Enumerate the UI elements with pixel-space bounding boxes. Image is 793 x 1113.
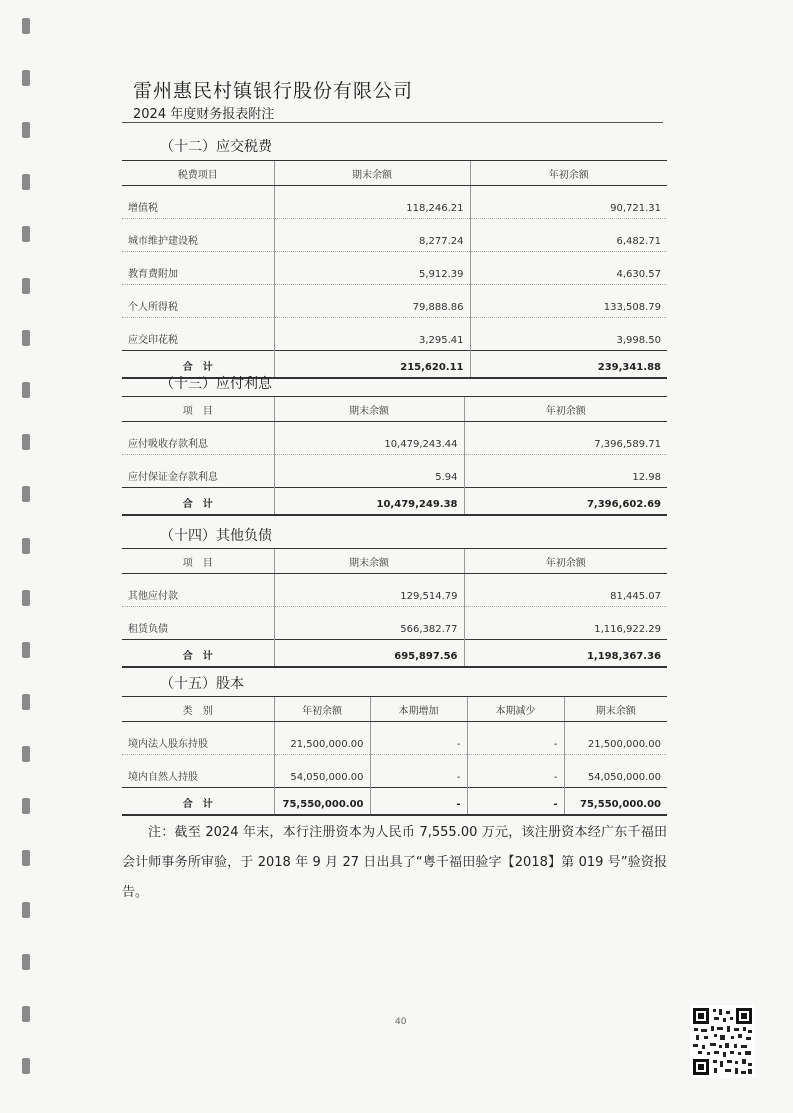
begin-balance: 7,396,589.71 xyxy=(464,422,667,455)
binding-mark xyxy=(22,434,30,450)
total-label: 合 计 xyxy=(122,351,274,379)
interest-payable-table xyxy=(122,396,667,516)
begin-balance: 12.98 xyxy=(464,455,667,488)
column-header: 期末余额 xyxy=(564,697,667,722)
binding-mark xyxy=(22,486,30,502)
column-header: 项 目 xyxy=(122,397,274,422)
total-row xyxy=(122,488,667,516)
header-rule xyxy=(122,122,663,123)
binding-mark xyxy=(22,798,30,814)
binding-mark xyxy=(22,1058,30,1074)
table-header-row xyxy=(122,161,667,186)
column-header: 年初余额 xyxy=(274,697,370,722)
total-begin-balance: 7,396,602.69 xyxy=(464,488,667,516)
binding-mark xyxy=(22,226,30,242)
table-row xyxy=(122,285,667,318)
column-header: 期末余额 xyxy=(274,161,470,186)
total-label: 合 计 xyxy=(122,640,274,668)
page-number: 40 xyxy=(395,1017,407,1027)
binding-mark xyxy=(22,746,30,762)
column-header: 年初余额 xyxy=(470,161,667,186)
begin-balance: 1,116,922.29 xyxy=(464,607,667,640)
section-title-other-liabilities: （十四）其他负债 xyxy=(160,528,272,544)
total-end-balance: 695,897.56 xyxy=(274,640,464,668)
binding-mark xyxy=(22,850,30,866)
begin-balance: 90,721.31 xyxy=(470,186,667,219)
row-label: 境内自然人持股 xyxy=(122,755,274,788)
row-label: 增值税 xyxy=(122,186,274,219)
table-row xyxy=(122,455,667,488)
total-label: 合 计 xyxy=(122,488,274,516)
binding-mark xyxy=(22,278,30,294)
table-row xyxy=(122,186,667,219)
column-header: 年初余额 xyxy=(464,549,667,574)
begin-balance: 81,445.07 xyxy=(464,574,667,607)
period-increase: - xyxy=(370,755,467,788)
end-balance: 54,050,000.00 xyxy=(564,755,667,788)
begin-balance: 54,050,000.00 xyxy=(274,755,370,788)
end-balance: 10,479,243.44 xyxy=(274,422,464,455)
period-decrease: - xyxy=(467,755,564,788)
table-row xyxy=(122,318,667,351)
period-increase: - xyxy=(370,722,467,755)
end-balance: 566,382.77 xyxy=(274,607,464,640)
binding-mark xyxy=(22,694,30,710)
end-balance: 3,295.41 xyxy=(274,318,470,351)
binding-mark xyxy=(22,174,30,190)
row-label: 其他应付款 xyxy=(122,574,274,607)
period-decrease: - xyxy=(467,722,564,755)
binding-mark xyxy=(22,70,30,86)
org-name: 雷州惠民村镇银行股份有限公司 xyxy=(133,80,414,102)
end-balance: 79,888.86 xyxy=(274,285,470,318)
total-row xyxy=(122,788,667,816)
row-label: 应付保证金存款利息 xyxy=(122,455,274,488)
binding-mark xyxy=(22,538,30,554)
row-label: 应交印花税 xyxy=(122,318,274,351)
column-header: 本期增加 xyxy=(370,697,467,722)
column-header: 本期减少 xyxy=(467,697,564,722)
table-row xyxy=(122,722,667,755)
total-begin-balance: 1,198,367.36 xyxy=(464,640,667,668)
column-header: 项 目 xyxy=(122,549,274,574)
begin-balance: 6,482.71 xyxy=(470,219,667,252)
row-label: 租赁负债 xyxy=(122,607,274,640)
table-row xyxy=(122,252,667,285)
table-header-row xyxy=(122,397,667,422)
taxes-table xyxy=(122,160,667,379)
total-begin-balance: 239,341.88 xyxy=(470,351,667,379)
end-balance: 8,277.24 xyxy=(274,219,470,252)
end-balance: 5.94 xyxy=(274,455,464,488)
binding-mark xyxy=(22,382,30,398)
total-end-balance: 10,479,249.38 xyxy=(274,488,464,516)
row-label: 城市维护建设税 xyxy=(122,219,274,252)
row-label: 个人所得税 xyxy=(122,285,274,318)
qr-code-icon xyxy=(690,1005,755,1078)
row-label: 教育费附加 xyxy=(122,252,274,285)
column-header: 税费项目 xyxy=(122,161,274,186)
column-header: 期末余额 xyxy=(274,397,464,422)
total-row xyxy=(122,640,667,668)
total-end-balance: 75,550,000.00 xyxy=(564,788,667,816)
share-capital-note: 注：截至 2024 年末，本行注册资本为人民币 7,555.00 万元，该注册资本经广东千福田会计师事务所审验，于 2018 年 9 月 27 日出具了“粤千福田验字【2018】第 019 号”验资报告。 xyxy=(122,825,667,900)
binding-mark xyxy=(22,18,30,34)
binding-mark xyxy=(22,642,30,658)
share-capital-table xyxy=(122,696,667,816)
begin-balance: 133,508.79 xyxy=(470,285,667,318)
section-title-taxes: （十二）应交税费 xyxy=(160,139,272,155)
column-header: 期末余额 xyxy=(274,549,464,574)
total-end-balance: 215,620.11 xyxy=(274,351,470,379)
binding-mark xyxy=(22,590,30,606)
begin-balance: 4,630.57 xyxy=(470,252,667,285)
binding-mark xyxy=(22,1006,30,1022)
table-row xyxy=(122,219,667,252)
begin-balance: 21,500,000.00 xyxy=(274,722,370,755)
total-label: 合 计 xyxy=(122,788,274,816)
column-header: 类 别 xyxy=(122,697,274,722)
binding-mark xyxy=(22,902,30,918)
table-row xyxy=(122,422,667,455)
row-label: 境内法人股东持股 xyxy=(122,722,274,755)
binding-mark xyxy=(22,122,30,138)
end-balance: 118,246.21 xyxy=(274,186,470,219)
table-row xyxy=(122,755,667,788)
column-header: 年初余额 xyxy=(464,397,667,422)
other-liabilities-table xyxy=(122,548,667,668)
table-header-row xyxy=(122,697,667,722)
table-header-row xyxy=(122,549,667,574)
binding-mark xyxy=(22,330,30,346)
binding-mark xyxy=(22,954,30,970)
begin-balance: 3,998.50 xyxy=(470,318,667,351)
end-balance: 5,912.39 xyxy=(274,252,470,285)
end-balance: 129,514.79 xyxy=(274,574,464,607)
end-balance: 21,500,000.00 xyxy=(564,722,667,755)
section-title-share-capital: （十五）股本 xyxy=(160,676,244,692)
row-label: 应付吸收存款利息 xyxy=(122,422,274,455)
table-row xyxy=(122,607,667,640)
total-begin-balance: 75,550,000.00 xyxy=(274,788,370,816)
total-period-increase: - xyxy=(370,788,467,816)
section-title-interest-payable: （十三）应付利息 xyxy=(160,376,272,392)
report-subtitle: 2024 年度财务报表附注 xyxy=(133,107,275,122)
total-period-decrease: - xyxy=(467,788,564,816)
table-row xyxy=(122,574,667,607)
